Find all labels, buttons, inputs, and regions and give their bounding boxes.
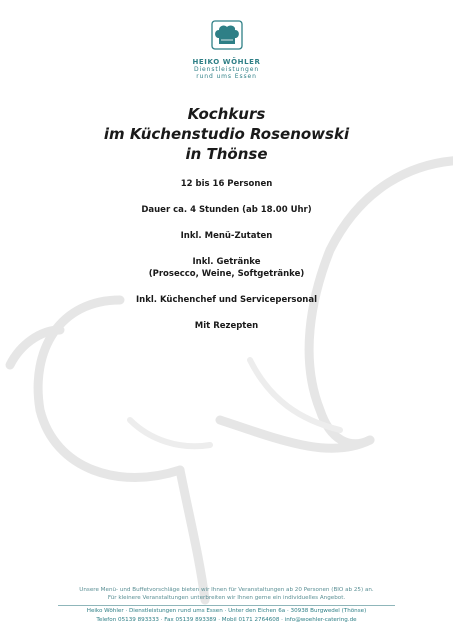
detail-staff: Inkl. Küchenchef und Servicepersonal [136,295,317,305]
title-line-3: in Thönse [185,145,268,163]
footer-address: Heiko Wöhler · Dienstleistungen rund ums Essen · Unter den Eichen 6a · 30938 Burgwedel (Thönse) [86,608,367,614]
title-line-1: Kochkurs [187,105,266,123]
chef-hat-logo-icon [209,18,245,52]
footer-note-line-2: Für kleinere Veranstaltungen unterbreiten wir Ihnen gerne ein individuelles Angebot. [107,595,346,601]
company-logo [0,18,453,80]
title-line-2: im Küchenstudio Rosenowski [103,125,350,143]
brand-tagline-1: Dienstleistungen [193,66,260,73]
footer-note [0,586,453,602]
course-details [0,178,453,346]
detail-drinks [0,256,453,280]
brand-tagline-2: rund ums Essen [196,73,257,80]
detail-drinks-line-2: (Prosecco, Weine, Softgetränke) [148,269,305,279]
footer-address-block [0,607,453,624]
detail-drinks-line-1: Inkl. Getränke [192,257,261,267]
footer-contact: Telefon 05139 893333 · Fax 05139 893389 · Mobil 0171 2764608 · info@woehler-catering.de [96,616,357,623]
brand-name: HEIKO WÖHLER [192,58,261,66]
footer-note-line-1: Unsere Menü- und Buffetvorschläge bieten wir Ihnen für Veranstaltungen ab 20 Personen (BIO ab 25) an. [79,587,374,593]
detail-recipes: Mit Rezepten [194,321,259,331]
footer-divider [58,605,395,606]
page-title [0,104,453,164]
detail-duration: Dauer ca. 4 Stunden (ab 18.00 Uhr) [141,205,312,215]
detail-ingredients: Inkl. Menü-Zutaten [180,231,273,241]
detail-persons: 12 bis 16 Personen [180,179,273,189]
